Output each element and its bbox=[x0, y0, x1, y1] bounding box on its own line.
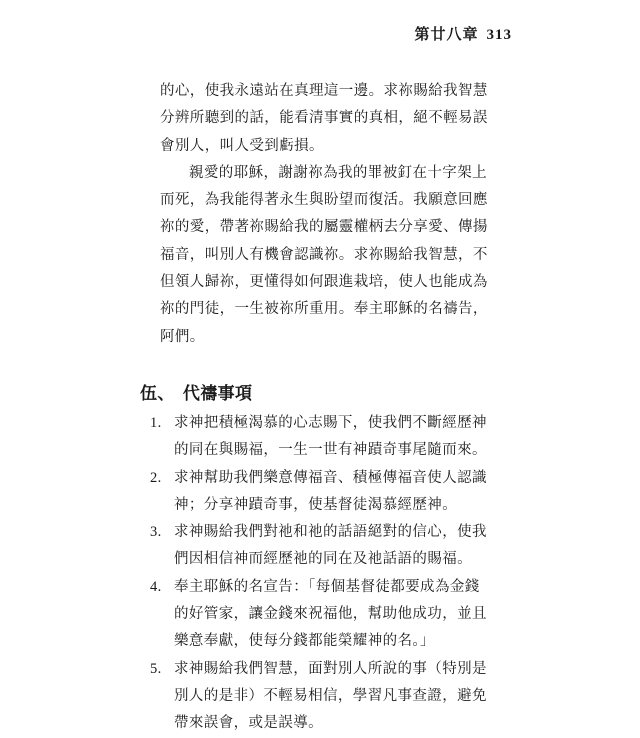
chapter-title: 第廿八章 bbox=[414, 25, 479, 43]
section-heading bbox=[140, 381, 490, 408]
item-text: 求神賜給我們智慧，面對別人所說的事（特別是別人的是非）不輕易相信，學習凡事查證，避免帶來誤會，或是誤導。 bbox=[174, 660, 487, 732]
item-text: 求神把積極渴慕的心志賜下，使我們不斷經歷神的同在與賜福，一生一世有神蹟奇事尾隨而來。 bbox=[174, 414, 487, 459]
list-item bbox=[150, 574, 490, 656]
item-text: 求神賜給我們對祂和祂的話語絕對的信心，使我們因相信神而經歷祂的同在及祂話語的賜福。 bbox=[174, 524, 487, 568]
prayer-items-list bbox=[150, 410, 490, 738]
paragraph-continuation: 的心，使我永遠站在真理這一邊。求祢賜給我智慧分辨所聽到的話，能看清事實的真相，絕不輕易誤會別人，叫人受到虧損。 bbox=[160, 83, 488, 154]
item-number: 1. bbox=[150, 414, 162, 431]
page-body bbox=[140, 78, 490, 738]
running-header bbox=[414, 23, 512, 44]
item-number: 5. bbox=[150, 660, 162, 677]
list-item bbox=[150, 465, 490, 520]
item-number: 3. bbox=[150, 524, 162, 541]
page-number: 313 bbox=[486, 27, 512, 43]
item-text: 奉主耶穌的名宣告：「每個基督徒都要成為金錢的好管家，讓金錢來祝福他，幫助他成功，並且樂意奉獻，使每分錢都能榮耀神的名。」 bbox=[174, 578, 487, 650]
paragraph-prayer: 親愛的耶穌，謝謝祢為我的罪被釘在十字架上而死，為我能得著永生與盼望而復活。我願意回應祢的愛，帶著祢賜給我的屬靈權柄去分享愛、傳揚福音，叫別人有機會認識祢。求祢賜給我智慧，不但領人歸祢，更懂得如何跟進栽培，使人也能成為祢的門徒，一生被祢所重用。奉主耶穌的名禱告，阿們。 bbox=[160, 164, 488, 345]
list-item bbox=[150, 519, 490, 574]
section-number: 伍、 bbox=[140, 383, 175, 404]
list-item bbox=[150, 656, 490, 738]
list-item bbox=[150, 410, 490, 465]
item-number: 2. bbox=[150, 469, 162, 486]
item-number: 4. bbox=[150, 578, 162, 595]
section-title: 代禱事項 bbox=[182, 383, 253, 404]
item-text: 求神幫助我們樂意傳福音、積極傳福音使人認識神；分享神蹟奇事，使基督徒渴慕經歷神。 bbox=[174, 469, 487, 513]
